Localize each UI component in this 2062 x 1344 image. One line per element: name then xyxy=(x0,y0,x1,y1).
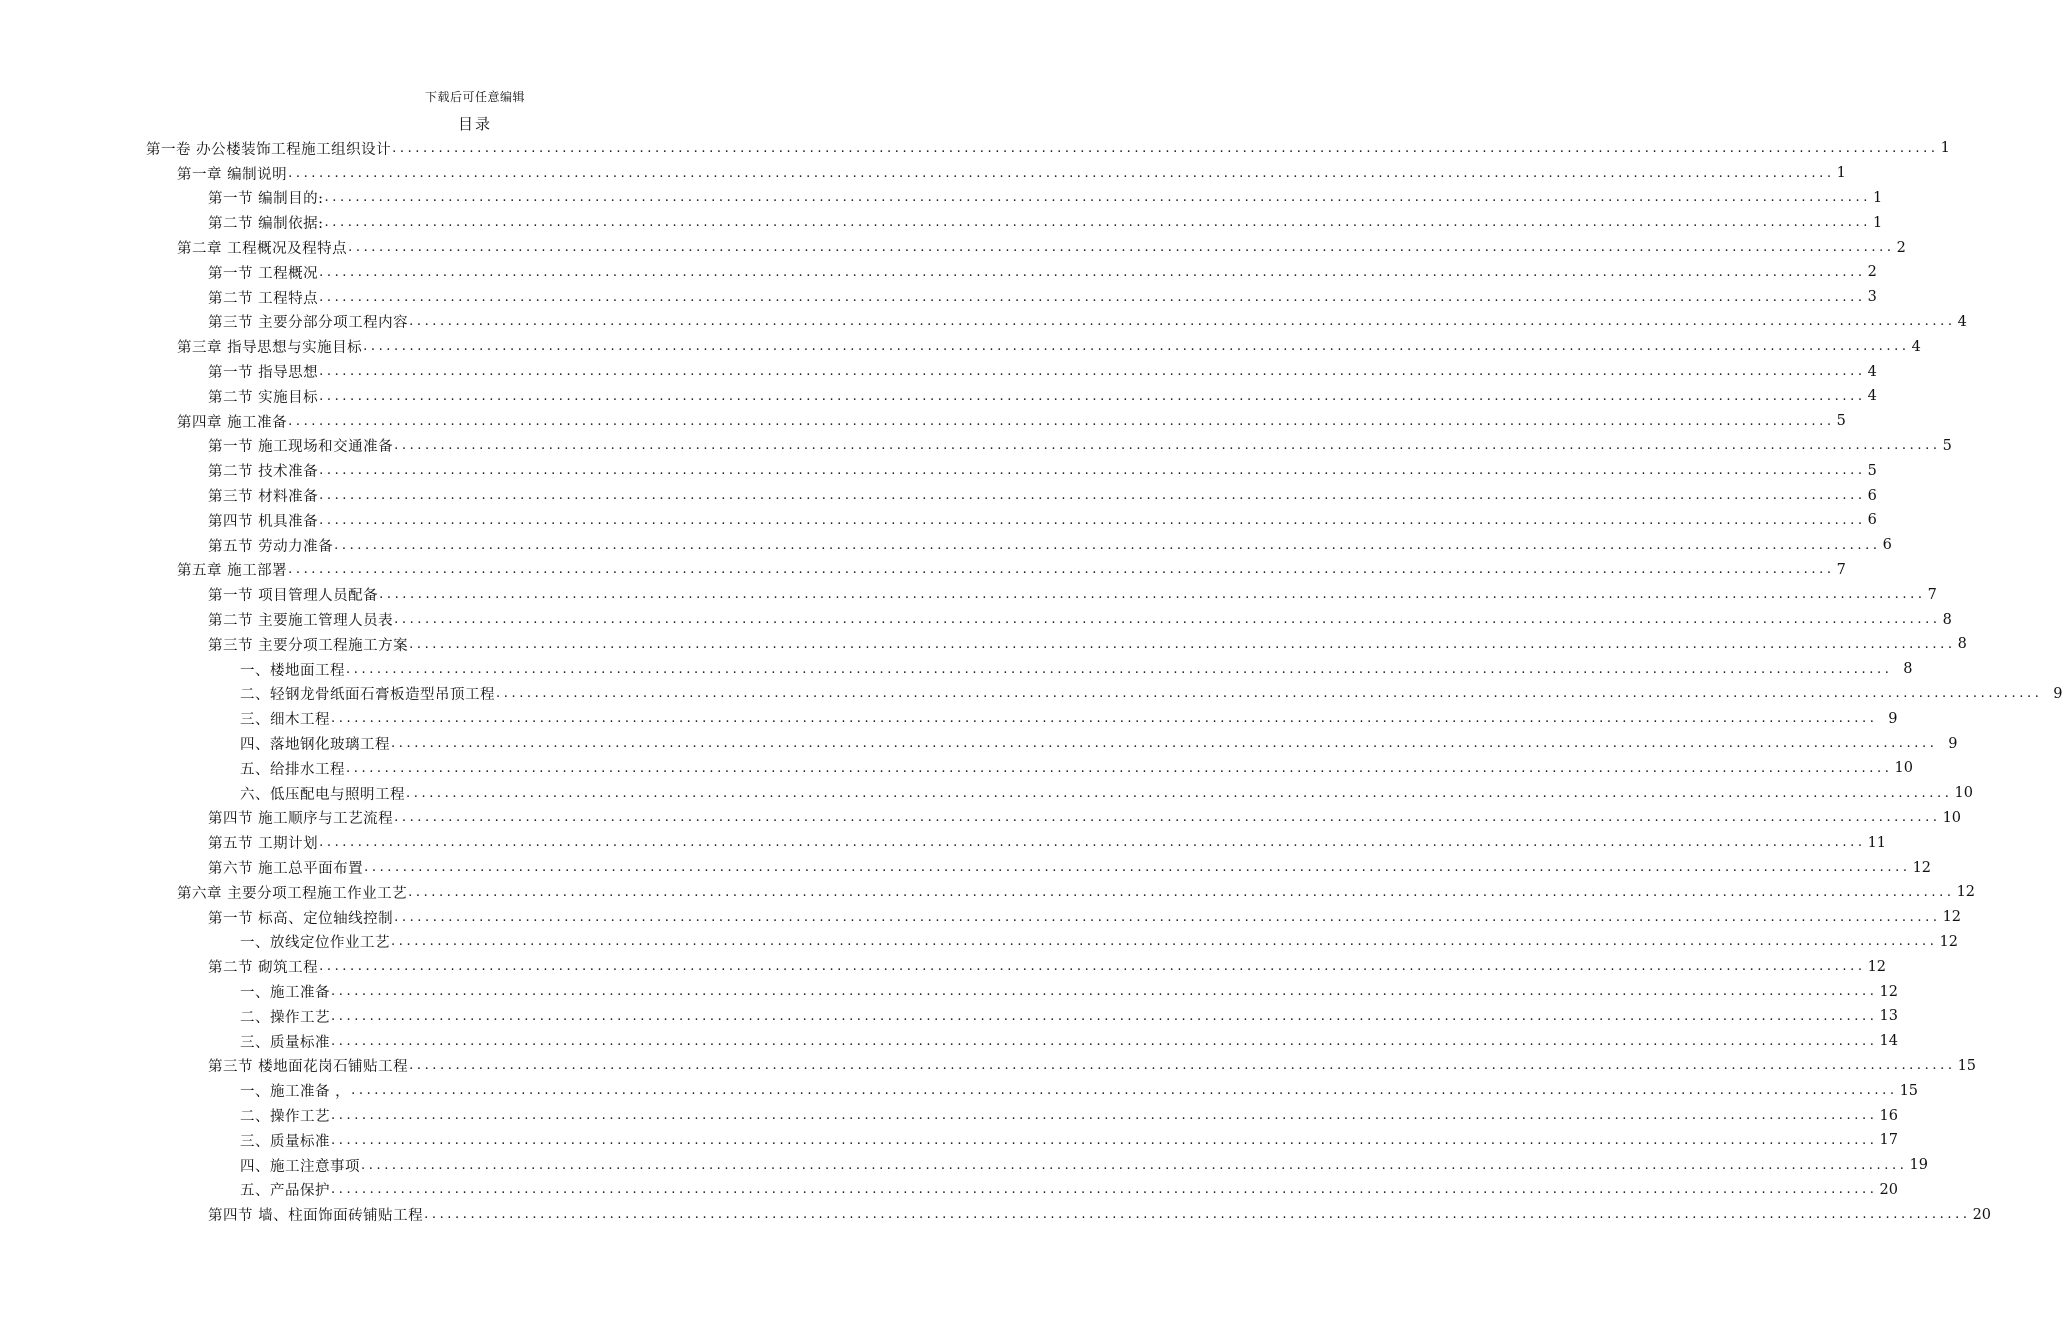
dot-leader: ........................................................................................................................................................................................................ xyxy=(319,364,1866,380)
dot-leader: ........................................................................................................................................................................................................ xyxy=(379,587,1926,603)
toc-entry[interactable] xyxy=(208,533,1892,558)
toc-entry-label: 第四节 机具准备 xyxy=(208,513,319,530)
toc-entry-page-number: 4 xyxy=(1911,338,1921,355)
toc-entry[interactable] xyxy=(240,756,1913,781)
dot-leader: ........................................................................................................................................................................................................ xyxy=(324,190,1871,206)
toc-entry-page-number: 9 xyxy=(1888,710,1898,727)
toc-entry[interactable] xyxy=(177,235,1906,260)
toc-entry-label: 三、质量标准 xyxy=(240,1034,330,1051)
toc-entry[interactable] xyxy=(208,310,1967,335)
toc-entry[interactable] xyxy=(146,136,1950,161)
toc-entry[interactable] xyxy=(208,508,1877,533)
toc-entry[interactable] xyxy=(208,855,1932,880)
toc-entry-label: 第三节 主要分项工程施工方案 xyxy=(208,637,409,654)
dot-leader: ........................................................................................................................................................................................................ xyxy=(409,1058,1956,1074)
toc-entry-page-number: 2 xyxy=(1896,239,1906,256)
toc-entry-label: 第五节 工期计划 xyxy=(208,836,319,853)
toc-title: 目录 xyxy=(457,115,492,133)
dot-leader: ........................................................................................................................................................................................................ xyxy=(391,736,1938,752)
toc-entry[interactable] xyxy=(208,632,1967,657)
toc-entry-page-number: 4 xyxy=(1957,313,1967,330)
toc-entry-label: 四、施工注意事项 xyxy=(240,1158,360,1175)
toc-entry-page-number: 8 xyxy=(1957,636,1967,653)
toc-entry[interactable] xyxy=(208,458,1877,483)
dot-leader: ........................................................................................................................................................................................................ xyxy=(319,388,1866,404)
toc-entry-page-number: 15 xyxy=(1957,1057,1977,1074)
toc-entry-page-number: 13 xyxy=(1879,1008,1898,1025)
toc-entry[interactable] xyxy=(240,781,1973,806)
toc-entry-label: 第一节 工程概况 xyxy=(208,265,319,282)
toc-entry-label: 一、楼地面工程 xyxy=(240,662,345,679)
toc-entry-page-number: 15 xyxy=(1899,1082,1919,1099)
toc-entry-page-number: 6 xyxy=(1882,537,1892,554)
toc-entry-page-number: 3 xyxy=(1867,289,1877,306)
toc-entry-page-number: 1 xyxy=(1872,214,1883,231)
toc-entry[interactable] xyxy=(208,260,1877,285)
toc-entry[interactable] xyxy=(240,731,1958,756)
toc-entry-page-number: 8 xyxy=(1903,661,1913,678)
dot-leader: ........................................................................................................................................................................................................ xyxy=(351,1083,1898,1099)
toc-entry-label: 第三章 指导思想与实施目标 xyxy=(177,340,363,357)
toc-entry-page-number: 12 xyxy=(1867,958,1887,975)
toc-entry[interactable] xyxy=(208,1202,1992,1227)
dot-leader: ........................................................................................................................................................................................................ xyxy=(361,1157,1908,1173)
toc-entry[interactable] xyxy=(208,186,1883,211)
toc-entry-page-number: 11 xyxy=(1867,834,1887,851)
toc-entry[interactable] xyxy=(177,409,1846,434)
dot-leader: ........................................................................................................................................................................................................ xyxy=(331,711,1878,727)
toc-entry[interactable] xyxy=(240,706,1898,731)
dot-leader: ........................................................................................................................................................................................................ xyxy=(363,339,1910,355)
toc-entry[interactable] xyxy=(177,558,1846,583)
dot-leader: ........................................................................................................................................................................................................ xyxy=(394,438,1941,454)
toc-entry-label: 三、细木工程 xyxy=(240,712,330,729)
dot-leader: ........................................................................................................................................................................................................ xyxy=(319,488,1866,504)
dot-leader: ........................................................................................................................................................................................................ xyxy=(331,1008,1878,1024)
dot-leader: ........................................................................................................................................................................................................ xyxy=(319,959,1866,975)
dot-leader: ........................................................................................................................................................................................................ xyxy=(331,1182,1878,1198)
toc-entry-label: 一、放线定位作业工艺 xyxy=(240,935,390,952)
dot-leader: ........................................................................................................................................................................................................ xyxy=(319,463,1866,479)
toc-entry-label: 第二节 技术准备 xyxy=(208,464,319,481)
dot-leader: ........................................................................................................................................................................................................ xyxy=(319,835,1866,851)
toc-entry[interactable] xyxy=(240,1153,1928,1178)
toc-entry-page-number: 5 xyxy=(1867,462,1877,479)
toc-entry[interactable] xyxy=(240,1029,1898,1054)
dot-leader: ........................................................................................................................................................................................................ xyxy=(331,984,1878,1000)
toc-entry-label: 第三节 材料准备 xyxy=(208,489,319,506)
toc-entry-label: 第一节 指导思想 xyxy=(208,365,319,382)
toc-entry-label: 第五节 劳动力准备 xyxy=(208,538,334,555)
dot-leader: ........................................................................................................................................................................................................ xyxy=(424,1207,1971,1223)
toc-entry[interactable] xyxy=(208,359,1877,384)
toc-entry-page-number: 2 xyxy=(1867,264,1877,281)
toc-entry[interactable] xyxy=(208,483,1877,508)
toc-entry-page-number: 6 xyxy=(1867,512,1877,529)
toc-entry-label: 第一章 编制说明 xyxy=(177,166,288,183)
toc-entry[interactable] xyxy=(208,905,1962,930)
toc-entry-label: 一、施工准备 ， xyxy=(240,1084,351,1101)
toc-entry[interactable] xyxy=(208,384,1877,409)
dot-leader: ........................................................................................................................................................................................................ xyxy=(288,562,1835,578)
toc-entry-page-number: 10 xyxy=(1954,785,1973,802)
dot-leader: ........................................................................................................................................................................................................ xyxy=(331,1132,1878,1148)
toc-entry-label: 第二节 砌筑工程 xyxy=(208,960,319,977)
toc-entry-label: 二、操作工艺 xyxy=(240,1009,330,1026)
toc-entry-label: 第四章 施工准备 xyxy=(177,414,288,431)
toc-entry[interactable] xyxy=(208,210,1883,235)
toc-entry[interactable] xyxy=(208,434,1952,459)
toc-entry[interactable] xyxy=(240,1078,1919,1103)
dot-leader: ........................................................................................................................................................................................................ xyxy=(394,810,1941,826)
toc-entry-label: 第一节 编制目的: xyxy=(208,191,324,208)
toc-entry[interactable] xyxy=(240,682,2062,707)
toc-entry[interactable] xyxy=(208,1054,1977,1079)
toc-entry-label: 二、操作工艺 xyxy=(240,1109,330,1126)
toc-entry-label: 第三节 主要分部分项工程内容 xyxy=(208,315,409,332)
dot-leader: ........................................................................................................................................................................................................ xyxy=(406,785,1953,801)
toc-entry-page-number: 5 xyxy=(1836,413,1846,430)
dot-leader: ........................................................................................................................................................................................................ xyxy=(288,413,1835,429)
toc-entry-label: 第一节 施工现场和交通准备 xyxy=(208,439,394,456)
download-note: 下载后可任意编辑 xyxy=(424,90,525,104)
dot-leader: ........................................................................................................................................................................................................ xyxy=(409,314,1956,330)
dot-leader: ........................................................................................................................................................................................................ xyxy=(346,661,1893,677)
toc-entry-label: 第二章 工程概况及程特点 xyxy=(177,241,348,258)
toc-entry-page-number: 12 xyxy=(1956,884,1976,901)
toc-entry-page-number: 19 xyxy=(1909,1157,1928,1174)
toc-entry[interactable] xyxy=(208,954,1887,979)
dot-leader: ........................................................................................................................................................................................................ xyxy=(409,636,1956,652)
toc-entry-label: 第二节 实施目标 xyxy=(208,389,319,406)
toc-entry-label: 第四节 墙、柱面饰面砖铺贴工程 xyxy=(208,1208,424,1225)
toc-entry-page-number: 4 xyxy=(1867,363,1877,380)
dot-leader: ........................................................................................................................................................................................................ xyxy=(334,537,1881,553)
dot-leader: ........................................................................................................................................................................................................ xyxy=(394,612,1941,628)
dot-leader: ........................................................................................................................................................................................................ xyxy=(496,686,2043,702)
toc-entry-page-number: 7 xyxy=(1927,586,1937,603)
toc-entry-page-number: 9 xyxy=(2053,685,2062,702)
toc-entry[interactable] xyxy=(177,334,1921,359)
toc-entry-page-number: 1 xyxy=(1940,140,1950,157)
toc-entry-page-number: 7 xyxy=(1836,561,1846,578)
dot-leader: ........................................................................................................................................................................................................ xyxy=(288,165,1835,181)
toc-entry-label: 第一节 标高、定位轴线控制 xyxy=(208,910,394,927)
toc-entry-label: 一、施工准备 xyxy=(240,985,330,1002)
toc-entry[interactable] xyxy=(208,285,1877,310)
dot-leader: ........................................................................................................................................................................................................ xyxy=(394,909,1941,925)
toc-entry-page-number: 20 xyxy=(1879,1181,1898,1198)
toc-entry-page-number: 12 xyxy=(1912,859,1932,876)
toc-entry-label: 第二节 工程特点 xyxy=(208,290,319,307)
toc-entry-label: 二、轻钢龙骨纸面石膏板造型吊顶工程 xyxy=(240,687,495,704)
toc-entry[interactable] xyxy=(208,607,1952,632)
toc-entry-label: 四、落地钢化玻璃工程 xyxy=(240,737,390,754)
toc-entry-page-number: 1 xyxy=(1836,165,1846,182)
dot-leader: ........................................................................................................................................................................................................ xyxy=(364,860,1911,876)
toc-entry-label: 第六节 施工总平面布置 xyxy=(208,861,364,878)
dot-leader: ........................................................................................................................................................................................................ xyxy=(319,264,1866,280)
toc-entry-page-number: 17 xyxy=(1879,1132,1898,1149)
toc-entry-label: 五、产品保护 xyxy=(240,1183,330,1200)
toc-entry-label: 第二节 主要施工管理人员表 xyxy=(208,613,394,630)
dot-leader: ........................................................................................................................................................................................................ xyxy=(331,1033,1878,1049)
toc-entry-label: 第一卷 办公楼装饰工程施工组织设计 xyxy=(146,141,392,158)
toc-entry[interactable] xyxy=(208,830,1887,855)
toc-entry-page-number: 12 xyxy=(1939,933,1958,950)
toc-entry-label: 五、给排水工程 xyxy=(240,761,345,778)
dot-leader: ........................................................................................................................................................................................................ xyxy=(391,934,1938,950)
dot-leader: ........................................................................................................................................................................................................ xyxy=(408,884,1955,900)
toc-entry[interactable] xyxy=(208,582,1937,607)
toc-entry-page-number: 12 xyxy=(1942,909,1962,926)
toc-entry-label: 第六章 主要分项工程施工作业工艺 xyxy=(177,885,408,902)
toc-entry-page-number: 16 xyxy=(1879,1107,1898,1124)
toc-entry[interactable] xyxy=(240,657,1913,682)
dot-leader: ........................................................................................................................................................................................................ xyxy=(346,760,1893,776)
toc-entry-label: 第三节 楼地面花岗石铺贴工程 xyxy=(208,1059,409,1076)
toc-entry-page-number: 6 xyxy=(1867,487,1877,504)
toc-entry-page-number: 9 xyxy=(1948,735,1958,752)
toc-entry-page-number: 14 xyxy=(1879,1033,1898,1050)
toc-entry-label: 三、质量标准 xyxy=(240,1133,330,1150)
toc-entry[interactable] xyxy=(240,1178,1898,1203)
toc-entry-label: 第一节 项目管理人员配备 xyxy=(208,588,379,605)
toc-entry-page-number: 12 xyxy=(1879,983,1898,1000)
toc-entry-page-number: 20 xyxy=(1972,1206,1992,1223)
toc-entry-page-number: 1 xyxy=(1872,189,1883,206)
toc-entry-label: 第五章 施工部署 xyxy=(177,563,288,580)
toc-entry-page-number: 5 xyxy=(1942,437,1952,454)
toc-entry[interactable] xyxy=(240,1004,1898,1029)
dot-leader: ........................................................................................................................................................................................................ xyxy=(319,512,1866,528)
toc-entry-page-number: 4 xyxy=(1867,388,1877,405)
dot-leader: ........................................................................................................................................................................................................ xyxy=(319,289,1866,305)
dot-leader: ........................................................................................................................................................................................................ xyxy=(348,240,1895,256)
toc-entry-label: 第四节 施工顺序与工艺流程 xyxy=(208,811,394,828)
toc-entry[interactable] xyxy=(240,1103,1898,1128)
toc-entry-page-number: 10 xyxy=(1942,809,1962,826)
toc-entry[interactable] xyxy=(240,979,1898,1004)
toc-entry[interactable] xyxy=(208,806,1962,831)
toc-entry-label: 六、低压配电与照明工程 xyxy=(240,786,405,803)
toc-entry-page-number: 10 xyxy=(1894,760,1913,777)
toc-entry-label: 第二节 编制依据: xyxy=(208,216,324,233)
dot-leader: ........................................................................................................................................................................................................ xyxy=(392,140,1939,156)
toc-entry[interactable] xyxy=(240,930,1958,955)
toc-entry[interactable] xyxy=(177,880,1976,905)
toc-entry-page-number: 8 xyxy=(1942,611,1952,628)
toc-entry[interactable] xyxy=(240,1128,1898,1153)
dot-leader: ........................................................................................................................................................................................................ xyxy=(331,1108,1878,1124)
toc-entry[interactable] xyxy=(177,161,1846,186)
dot-leader: ........................................................................................................................................................................................................ xyxy=(324,215,1871,231)
